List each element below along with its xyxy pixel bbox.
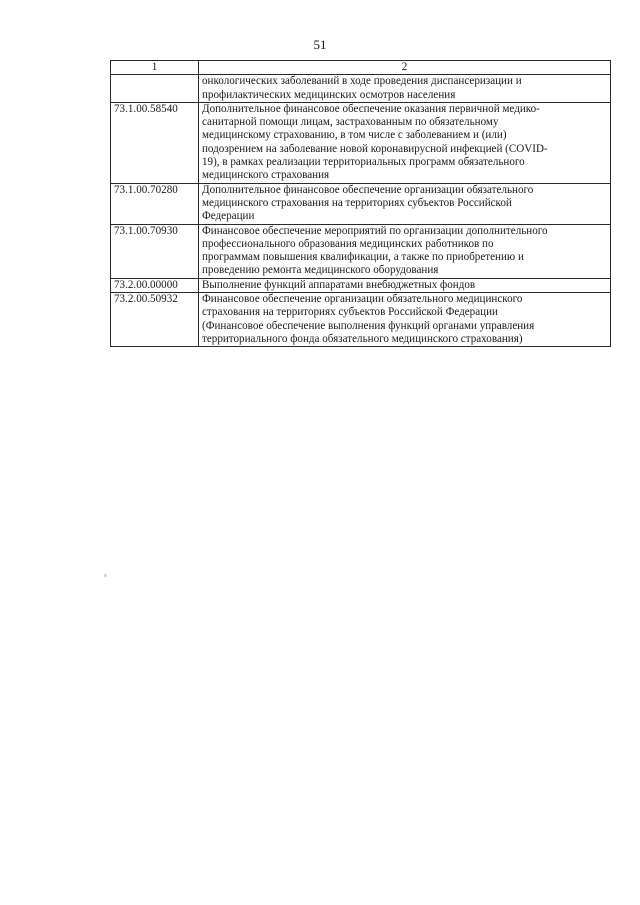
description-line: проведению ремонта медицинского оборудования: [202, 264, 439, 277]
table-row: [111, 75, 611, 103]
description-line: санитарной помощи лицам, застрахованным по обязательному: [202, 116, 499, 129]
table-row: [111, 102, 611, 183]
row-code-cell: 73.2.00.00000: [111, 278, 199, 292]
description-line: Дополнительное финансовое обеспечение организации обязательного: [202, 183, 534, 196]
table-body: [111, 61, 611, 347]
description-line: онкологических заболеваний в ходе проведения диспансеризации и: [202, 75, 522, 88]
table-row: [111, 224, 611, 278]
row-description-cell: [199, 224, 611, 278]
budget-classification-table: [110, 60, 611, 347]
row-code-cell: [111, 75, 199, 103]
description-line: медицинскому страхованию, в том числе с заболеванием и (или): [202, 129, 507, 142]
description-line: 19), в рамках реализации территориальных программ обязательного: [202, 156, 525, 169]
description-line: медицинского страхования на территориях субъектов Российской: [202, 196, 512, 209]
description-line: Выполнение функций аппаратами внебюджетных фондов: [202, 278, 476, 291]
table-row: [111, 278, 611, 292]
row-description-cell: [199, 183, 611, 224]
description-line: профилактических медицинских осмотров населения: [202, 88, 456, 101]
row-code-cell: 73.2.00.50932: [111, 293, 199, 347]
table-header-row: [111, 61, 611, 75]
description-line: подозрением на заболевание новой коронавирусной инфекцией (COVID-: [202, 142, 548, 155]
row-description-cell: [199, 293, 611, 347]
row-code-cell: 73.1.00.70930: [111, 224, 199, 278]
table-row: [111, 183, 611, 224]
row-code-cell: 73.1.00.58540: [111, 102, 199, 183]
description-line: Финансовое обеспечение мероприятий по организации дополнительного: [202, 224, 548, 237]
description-line: профессионального образования медицинских работников по: [202, 237, 494, 250]
column-header-2: 2: [199, 61, 611, 75]
page-number: 51: [313, 37, 327, 52]
description-line: медицинского страхования: [202, 169, 330, 182]
description-line: Федерации: [202, 210, 255, 223]
table-row: [111, 293, 611, 347]
row-description-cell: [199, 102, 611, 183]
scan-speck: [104, 574, 107, 577]
row-description-cell: [199, 75, 611, 103]
description-line: территориального фонда обязательного медицинского страхования): [202, 332, 523, 345]
row-description-cell: [199, 278, 611, 292]
description-line: Финансовое обеспечение организации обязательного медицинского: [202, 293, 523, 306]
description-line: страхования на территориях субъектов Российской Федерации: [202, 306, 498, 319]
description-line: (Финансовое обеспечение выполнения функций органами управления: [202, 319, 535, 332]
description-line: Дополнительное финансовое обеспечение оказания первичной медико-: [202, 102, 540, 115]
description-line: программам повышения квалификации, а также по приобретению и: [202, 251, 524, 264]
column-header-1: 1: [111, 61, 199, 75]
row-code-cell: 73.1.00.70280: [111, 183, 199, 224]
